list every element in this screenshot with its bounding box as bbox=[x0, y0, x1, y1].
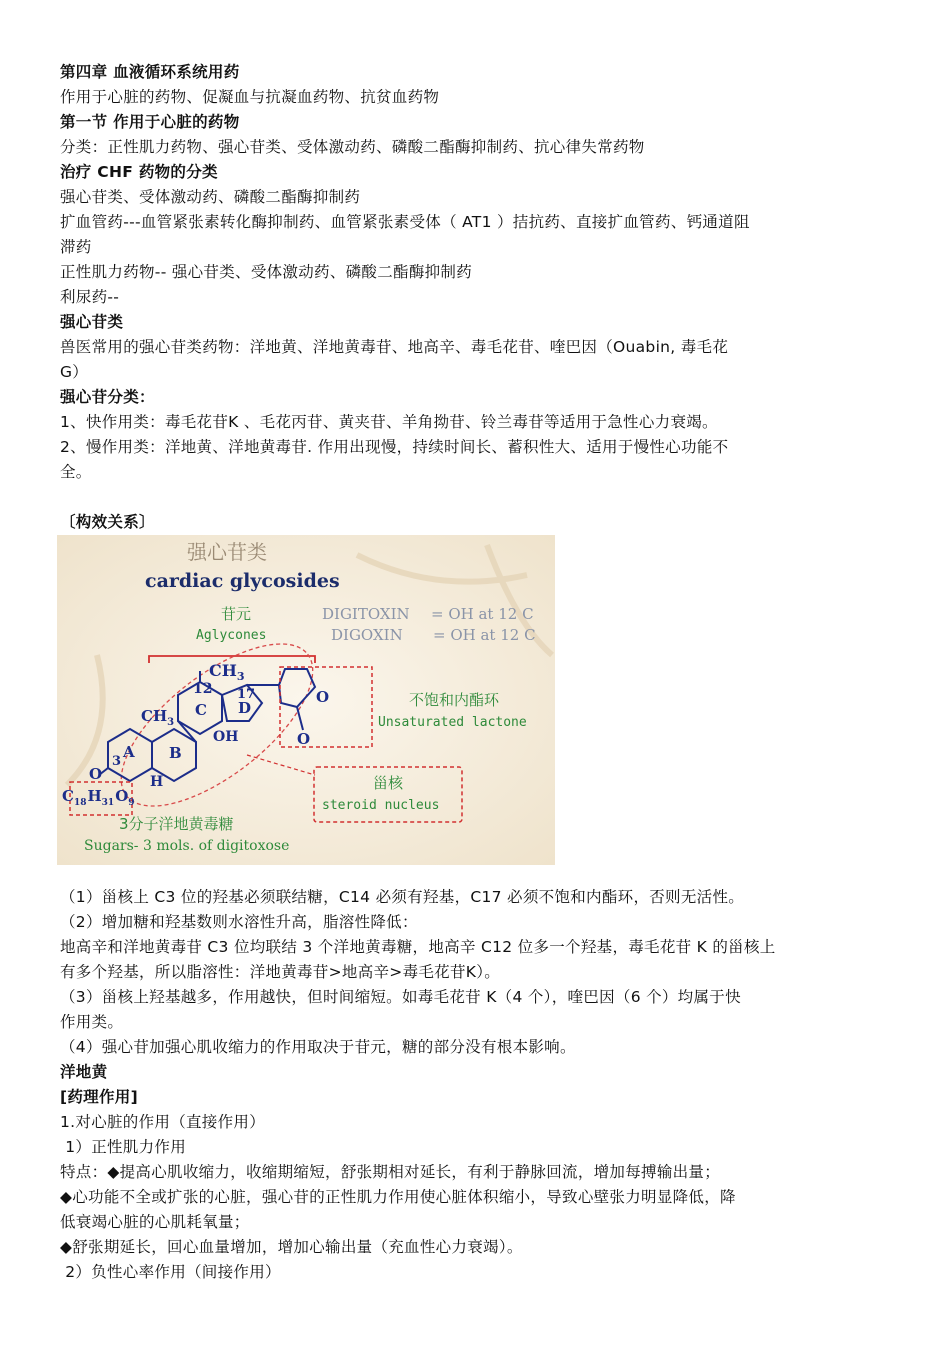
steroid-label-cn: 甾核 bbox=[373, 774, 404, 792]
subheading: 〔构效关系〕 bbox=[60, 513, 155, 531]
text-line: 分类：正性肌力药物、强心苷类、受体激动药、磷酸二酯酶抑制药、抗心律失常药物 bbox=[60, 138, 645, 156]
lactone-label-en: Unsaturated lactone bbox=[378, 715, 527, 730]
digitoxin-label: DIGITOXIN bbox=[322, 605, 410, 623]
carbon-17-label: 17 bbox=[237, 687, 256, 702]
subheading: 治疗 CHF 药物的分类 bbox=[60, 163, 218, 181]
text-line: 兽医常用的强心苷类药物：洋地黄、洋地黄毒苷、地高辛、毒毛花苷、喹巴因（Ouabin, 毒毛花 bbox=[60, 338, 729, 356]
carbon-3-label: 3 bbox=[112, 754, 122, 769]
text-line: 1.对心脏的作用（直接作用） bbox=[60, 1113, 265, 1131]
text-line: 全。 bbox=[60, 463, 92, 481]
text-line: （1）甾核上 C3 位的羟基必须联结糖，C14 必须有羟基，C17 必须不饱和内酯环，否则无活性。 bbox=[60, 888, 745, 906]
figure-title-cn: 强心苷类 bbox=[187, 540, 267, 564]
ring-b-label: B bbox=[169, 744, 182, 762]
aglycone-label-en: Aglycones bbox=[196, 628, 267, 643]
section-title: 第一节 作用于心脏的药物 bbox=[60, 113, 240, 131]
oh-label: OH bbox=[213, 729, 239, 745]
cardiac-glycoside-structure-figure bbox=[57, 535, 555, 865]
carbon-12-label: 12 bbox=[193, 681, 213, 697]
ch3-mid-label: $CH_3$ bbox=[141, 707, 175, 728]
subheading: [药理作用] bbox=[60, 1088, 138, 1106]
text-line: 扩血管药---血管紧张素转化酶抑制药、血管紧张素受体（ AT1 ）拮抗药、直接扩血管药、钙通道阻 bbox=[60, 213, 750, 231]
text-line: （3）甾核上羟基越多，作用越快，但时间缩短。如毒毛花苷 K（4 个），喹巴因（6 个）均属于快 bbox=[60, 988, 741, 1006]
text-line: 作用类。 bbox=[60, 1013, 124, 1031]
o-carbonyl-label: O bbox=[297, 730, 311, 748]
text-line: ◆舒张期延长，回心血量增加，增加心输出量（充血性心力衰竭）。 bbox=[60, 1238, 523, 1256]
text-line: ◆心功能不全或扩张的心脏，强心苷的正性肌力作用使心脏体积缩小，导致心壁张力明显降低，降 bbox=[60, 1188, 736, 1206]
ring-d-label: D bbox=[238, 699, 252, 717]
lactone-label-cn: 不饱和内酯环 bbox=[409, 691, 500, 709]
text-line: 有多个羟基，所以脂溶性：洋地黄毒苷>地高辛>毒毛花苷K）。 bbox=[60, 963, 501, 981]
ch3-top-label: $CH_3$ bbox=[209, 661, 245, 683]
subheading: 强心苷类 bbox=[60, 313, 124, 331]
digoxin-equation: = OH at 12 C bbox=[433, 626, 536, 644]
text-line: 低衰竭心脏的心肌耗氧量； bbox=[60, 1213, 250, 1231]
text-line: 2、慢作用类：洋地黄、洋地黄毒苷. 作用出现慢，持续时间长、蓄积性大、适用于慢性心功能不 bbox=[60, 438, 729, 456]
text-line: 滞药 bbox=[60, 238, 92, 256]
text-line: 地高辛和洋地黄毒苷 C3 位均联结 3 个洋地黄毒糖，地高辛 C12 位多一个羟基，毒毛花苷 K 的甾核上 bbox=[60, 938, 776, 956]
text-line: 1）正性肌力作用 bbox=[60, 1138, 186, 1156]
figure-title-en: cardiac glycosides bbox=[145, 570, 340, 592]
text-line: （4）强心苷加强心肌收缩力的作用取决于苷元，糖的部分没有根本影响。 bbox=[60, 1038, 576, 1056]
subheading: 洋地黄 bbox=[60, 1063, 108, 1081]
sugar-formula: $C_{18}H_{31}O_9$ bbox=[62, 787, 135, 808]
text-line: G） bbox=[60, 363, 89, 381]
digitoxin-equation: = OH at 12 C bbox=[431, 605, 534, 623]
text-line: 作用于心脏的药物、促凝血与抗凝血药物、抗贫血药物 bbox=[60, 88, 440, 106]
steroid-label-en: steroid nucleus bbox=[322, 798, 440, 813]
ring-c-label: C bbox=[195, 701, 207, 719]
aglycone-label-cn: 苷元 bbox=[221, 605, 252, 623]
o-ring-label: O bbox=[316, 688, 330, 706]
text-line: 正性肌力药物-- 强心苷类、受体激动药、磷酸二酯酶抑制药 bbox=[60, 263, 473, 281]
ring-a-label: A bbox=[123, 743, 135, 761]
text-line: 强心苷类、受体激动药、磷酸二酯酶抑制药 bbox=[60, 188, 361, 206]
text-line: （2）增加糖和羟基数则水溶性升高，脂溶性降低： bbox=[60, 913, 418, 931]
sugar-label-en: Sugars- 3 mols. of digitoxose bbox=[84, 838, 290, 854]
text-line: 特点：◆提高心肌收缩力，收缩期缩短，舒张期相对延长，有利于静脉回流，增加每搏输出量； bbox=[60, 1163, 721, 1181]
text-line: 1、快作用类：毒毛花苷K 、毛花丙苷、黄夹苷、羊角拗苷、铃兰毒苷等适用于急性心力衰竭。 bbox=[60, 413, 718, 431]
text-line: 利尿药-- bbox=[60, 288, 120, 306]
chapter-title: 第四章 血液循环系统用药 bbox=[60, 63, 240, 81]
subheading: 强心苷分类： bbox=[60, 388, 155, 406]
digoxin-label: DIGOXIN bbox=[331, 626, 403, 644]
o-left-label: O bbox=[89, 765, 103, 783]
h-label: H bbox=[150, 774, 164, 790]
text-line: 2）负性心率作用（间接作用） bbox=[60, 1263, 281, 1281]
sugar-label-cn: 3分子洋地黄毒糖 bbox=[119, 815, 234, 833]
